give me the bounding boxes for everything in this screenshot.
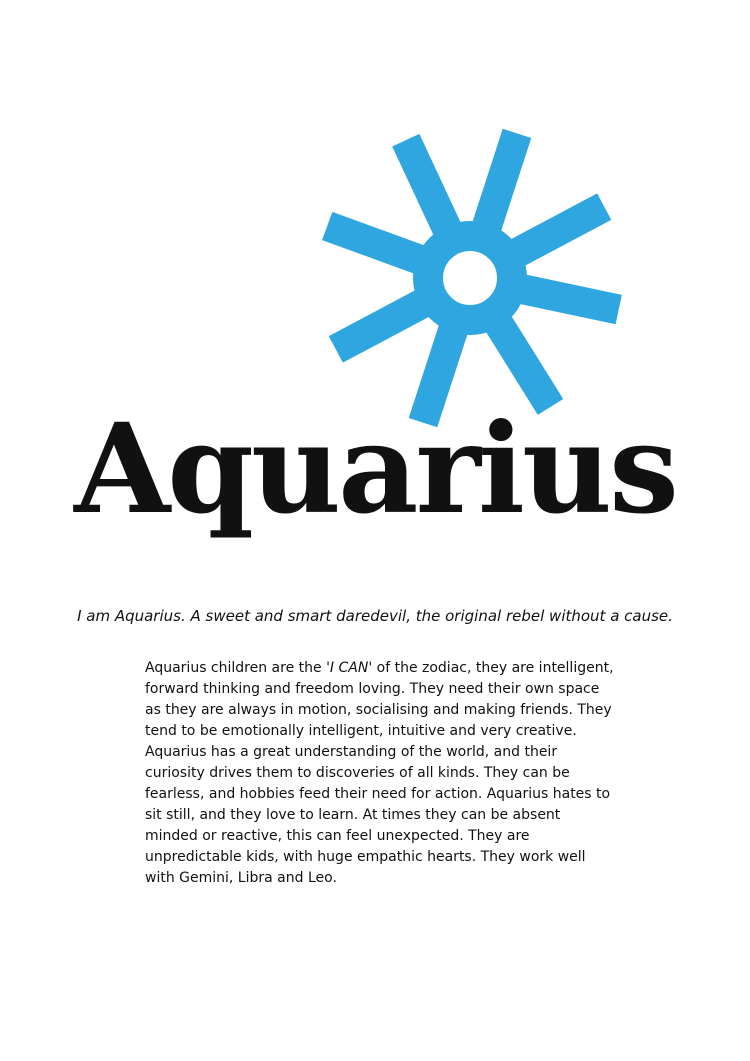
description-text-start: Aquarius children are the	[145, 660, 327, 676]
sun-ray	[497, 320, 551, 407]
sun-ray	[486, 133, 518, 230]
sun-ray	[519, 288, 619, 309]
description-text-rest: of the zodiac, they are intelligent, forward thinking and freedom loving. They need their own space as they are always in motion, socialising and making friends. They tend to be emotionally intelligent, intuitive and very creative. Aquarius has a great understanding of the world, and their curiosity drives them to discoveries of all kinds. They can be fearless, and hobbies feed their need for action. Aquarius hates to sit still, and they love to learn. At times they can be absent minded or reactive, this can feel unexpected. They are unpredictable kids, with huge empathic hearts. They work well with Gemini, Libra and Leo.	[145, 660, 614, 886]
sun-ring	[428, 236, 512, 320]
description-emphasis: 'I CAN'	[326, 660, 373, 676]
tagline: I am Aquarius. A sweet and smart daredevil, the original rebel without a cause.	[77, 607, 673, 625]
page-title: Aquarius	[74, 397, 676, 542]
sun-ray	[406, 140, 449, 233]
sun-ray	[514, 207, 604, 255]
sun-ray	[336, 302, 426, 350]
description-paragraph	[145, 658, 615, 889]
sun-ray	[327, 226, 423, 261]
